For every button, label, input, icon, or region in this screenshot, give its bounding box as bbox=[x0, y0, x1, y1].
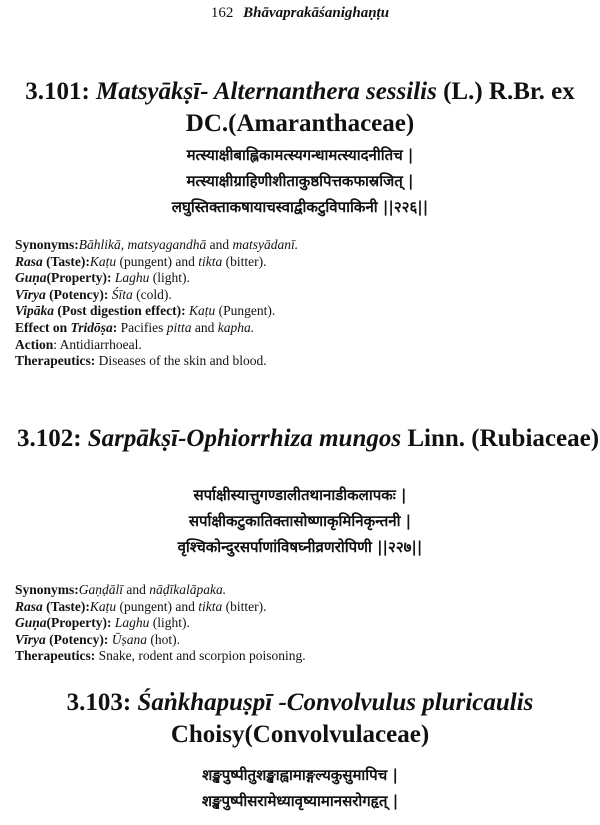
property-text: (Property): bbox=[46, 270, 115, 286]
property-line bbox=[15, 320, 595, 337]
verse-line: सर्पाक्षीकटुकातिक्तासोष्णाकृमिनिकृन्तनी | bbox=[188, 512, 412, 530]
property-text: Guṇa bbox=[15, 615, 47, 631]
property-text: (bitter). bbox=[222, 253, 267, 269]
heading-segment: 3.102: bbox=[16, 425, 88, 452]
property-text: and bbox=[123, 582, 150, 597]
verse-line: मत्स्याक्षीग्राहिणीशीताकुष्ठपित्तकफास्रजित् | bbox=[186, 172, 414, 190]
property-line bbox=[15, 599, 595, 616]
section-heading bbox=[0, 687, 600, 751]
verse-line: मत्स्याक्षीबाह्लिकामत्स्यगन्धामत्स्यादनीतिच | bbox=[186, 146, 414, 164]
property-text: Synonyms: bbox=[15, 237, 79, 252]
heading-segment: Matsyākṣī- Alternanthera sessilis bbox=[96, 78, 437, 105]
property-line bbox=[15, 615, 595, 632]
property-text: Snake, rodent and scorpion poisoning. bbox=[95, 648, 306, 664]
heading-segment: (L.) R.Br. ex bbox=[436, 78, 575, 105]
heading-segment: Choisy(Convolvulaceae) bbox=[170, 721, 430, 748]
property-line bbox=[15, 254, 595, 271]
heading-segment: Śaṅkhapuṣpī -Convolvulus pluricaulis bbox=[137, 689, 534, 716]
sanskrit-verse bbox=[0, 482, 600, 560]
property-text: (light). bbox=[149, 615, 190, 631]
property-text: Śīta bbox=[111, 286, 133, 302]
property-text: : bbox=[112, 319, 121, 335]
section-heading bbox=[0, 76, 600, 140]
property-text: Laghu bbox=[114, 615, 150, 631]
property-line bbox=[15, 582, 595, 599]
property-text: Pacifies bbox=[120, 319, 167, 335]
running-header bbox=[0, 5, 600, 22]
property-text: Rasa bbox=[15, 253, 43, 269]
property-text: Kaṭu bbox=[89, 253, 117, 269]
property-text: matsyādanī. bbox=[232, 237, 299, 252]
property-text: (pungent) and bbox=[116, 598, 199, 614]
property-text: Vīrya bbox=[15, 631, 46, 647]
property-text: Therapeutics: bbox=[15, 648, 96, 664]
property-text: (Post digestion effect): bbox=[54, 303, 189, 319]
property-text: Rasa bbox=[15, 598, 43, 614]
heading-segment: 3.103: bbox=[66, 689, 138, 716]
property-line bbox=[15, 303, 595, 320]
property-text: Kaṭu bbox=[89, 598, 117, 614]
heading-segment: Linn. (Rubiaceae) bbox=[401, 425, 600, 452]
property-text: : Antidiarrhoeal. bbox=[53, 336, 142, 352]
property-text: (Property): bbox=[46, 615, 115, 631]
property-text: (pungent) and bbox=[116, 253, 199, 269]
property-text: (bitter). bbox=[222, 598, 267, 614]
property-line bbox=[15, 337, 595, 354]
property-line bbox=[15, 270, 595, 287]
property-text: and bbox=[206, 237, 233, 252]
property-text: Ūṣana bbox=[111, 631, 148, 647]
property-text: pitta bbox=[166, 319, 192, 335]
property-text: Guṇa bbox=[15, 270, 47, 286]
property-text: Effect on bbox=[15, 319, 71, 335]
heading-segment: DC.(Amaranthaceae) bbox=[185, 110, 415, 137]
page-number: 162 bbox=[210, 5, 234, 21]
sanskrit-verse bbox=[0, 762, 600, 814]
property-text: tikta bbox=[198, 598, 223, 614]
property-text: (Potency): bbox=[45, 286, 112, 302]
verse-line: लघुस्तिक्ताकषायाचस्वाद्वीकटुविपाकिनी ||२२६|| bbox=[171, 198, 429, 216]
property-text: Action bbox=[15, 336, 54, 352]
property-text: Gaṇḍālī bbox=[78, 582, 124, 597]
book-title: Bhāvaprakāśanighaṇṭu bbox=[243, 5, 390, 21]
verse-line: वृश्चिकोन्दुरसर्पाणांविषघ्नीव्रणरोपिणी ||२२७|| bbox=[177, 538, 423, 556]
properties-list bbox=[15, 237, 595, 370]
property-text: Vīrya bbox=[15, 286, 46, 302]
property-text: Laghu bbox=[114, 270, 150, 286]
property-text: (hot). bbox=[147, 631, 181, 647]
property-text: (Pungent). bbox=[215, 303, 276, 319]
verse-line: शङ्खपुष्पीसरामेध्यावृष्यामानसरोगहृत् | bbox=[201, 792, 399, 810]
property-text: (light). bbox=[149, 270, 190, 286]
property-text: Synonyms: bbox=[15, 582, 79, 597]
property-line bbox=[15, 353, 595, 370]
section-heading bbox=[8, 423, 600, 455]
property-line bbox=[15, 287, 595, 304]
property-text: (Potency): bbox=[45, 631, 112, 647]
property-text: Kaṭu bbox=[188, 303, 216, 319]
sanskrit-verse bbox=[0, 142, 600, 220]
verse-line: शङ्खपुष्पीतुशङ्खाह्वामाङ्गल्यकुसुमापिच | bbox=[202, 766, 398, 784]
property-text: Tridōṣa bbox=[70, 319, 113, 335]
property-text: Diseases of the skin and blood. bbox=[95, 353, 267, 369]
property-text: (Taste): bbox=[42, 253, 90, 269]
verse-line: सर्पाक्षीस्यात्तुगण्डालीतथानाडीकलापकः | bbox=[193, 486, 407, 504]
property-text: nāḍīkalāpaka. bbox=[149, 582, 227, 597]
property-text: Bāhlikā, matsyagandhā bbox=[78, 237, 207, 252]
heading-segment: Sarpākṣī-Ophiorrhiza mungos bbox=[87, 425, 402, 452]
properties-list bbox=[15, 582, 595, 665]
property-text: and bbox=[191, 319, 218, 335]
property-text: tikta bbox=[198, 253, 223, 269]
property-line bbox=[15, 237, 595, 254]
heading-segment: 3.101: bbox=[25, 78, 97, 105]
property-text: Therapeutics: bbox=[15, 353, 96, 369]
property-line bbox=[15, 648, 595, 665]
property-text: kapha. bbox=[217, 319, 255, 335]
property-line bbox=[15, 632, 595, 649]
property-text: (Taste): bbox=[42, 598, 90, 614]
property-text: (cold). bbox=[132, 286, 172, 302]
property-text: Vipāka bbox=[15, 303, 55, 319]
